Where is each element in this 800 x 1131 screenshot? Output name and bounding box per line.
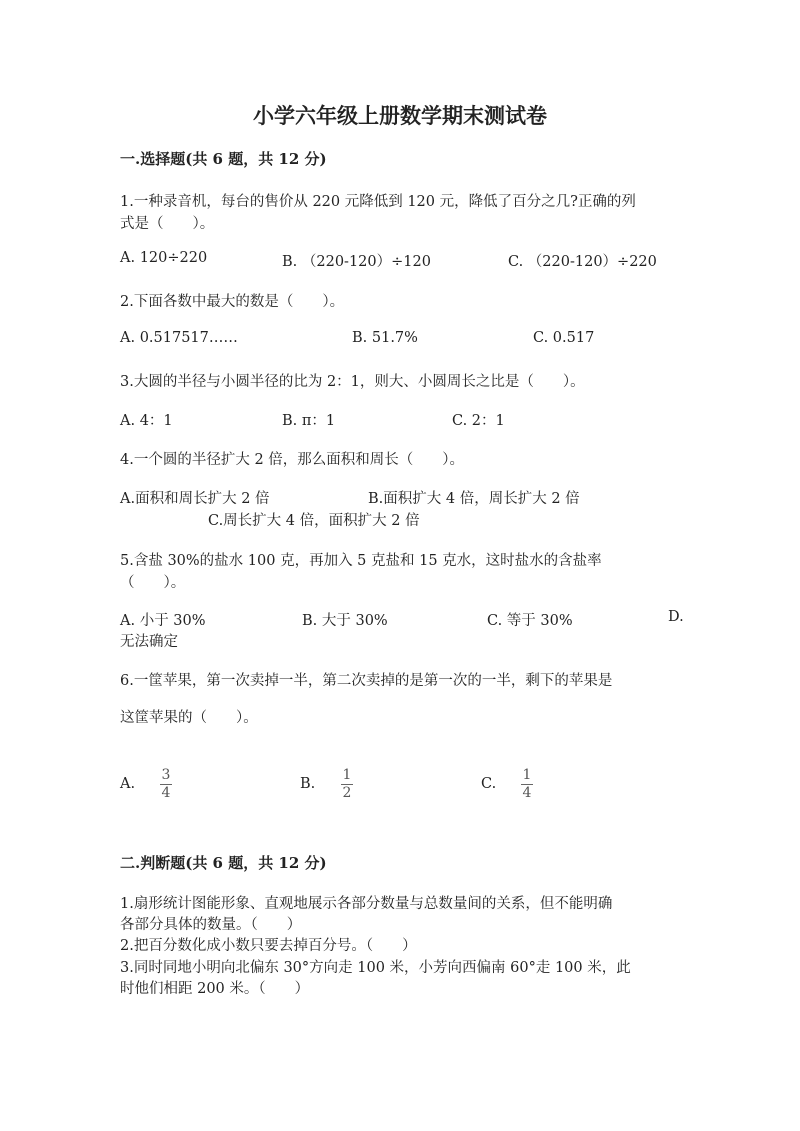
question-4-option-b: B.面积扩大 4 倍，周长扩大 2 倍 [368,491,580,507]
question-6-option-a-label: A. [120,776,136,792]
judgement-1-text-line2: 各部分具体的数量。（ ） [120,917,302,933]
question-4-text: 4.一个圆的半径扩大 2 倍，那么面积和周长（ ）。 [120,452,465,468]
question-6-option-b-fraction [341,768,353,801]
question-3-text: 3.大圆的半径与小圆半径的比为 2：1，则大、小圆周长之比是（ ）。 [120,374,585,390]
fraction-numerator: 3 [161,767,171,783]
question-2-option-c: C. 0.517 [533,330,595,346]
section-heading-choice: 一.选择题(共 6 题，共 12 分) [120,150,327,168]
fraction-denominator: 2 [342,785,352,801]
fraction-denominator: 4 [522,785,532,801]
question-3-option-a: A. 4：1 [120,413,173,429]
question-3-option-c: C. 2：1 [452,413,505,429]
question-2-option-b: B. 51.7% [352,330,418,346]
question-5-option-d-text: 无法确定 [120,634,178,650]
question-5-option-d-label: D. [668,609,684,625]
question-6-option-c-fraction [521,768,533,801]
fraction-numerator: 1 [342,767,352,783]
fraction-denominator: 4 [161,785,171,801]
fraction-numerator: 1 [522,767,532,783]
judgement-1-text-line1: 1.扇形统计图能形象、直观地展示各部分数量与总数量间的关系，但不能明确 [120,896,613,912]
question-6-option-c-label: C. [481,776,497,792]
question-5-option-b: B. 大于 30% [302,613,388,629]
question-5-option-a: A. 小于 30% [120,613,206,629]
judgement-2-text: 2.把百分数化成小数只要去掉百分号。（ ） [120,938,417,954]
question-5-option-c: C. 等于 30% [487,613,573,629]
page-title: 小学六年级上册数学期末测试卷 [253,103,547,128]
question-1-option-a: A. 120÷220 [120,250,208,266]
question-2-option-a: A. 0.517517…… [120,330,238,346]
question-1-text-line2: 式是（ ）。 [120,216,215,232]
question-1-text-line1: 1.一种录音机，每台的售价从 220 元降低到 120 元，降低了百分之几?正确的列 [120,194,636,210]
question-3-option-b: B. π：1 [282,413,336,429]
question-4-option-a: A.面积和周长扩大 2 倍 [120,491,270,507]
judgement-3-text-line2: 时他们相距 200 米。（ ） [120,981,310,997]
question-1-option-b: B. （220-120）÷120 [282,254,431,270]
question-6-option-a-fraction [160,768,172,801]
question-5-text-line1: 5.含盐 30%的盐水 100 克，再加入 5 克盐和 15 克水，这时盐水的含盐率 [120,553,602,569]
question-2-text: 2.下面各数中最大的数是（ ）。 [120,294,345,310]
question-1-option-c: C. （220-120）÷220 [508,254,657,270]
question-6-option-b-label: B. [300,776,316,792]
question-6-text-line2: 这筐苹果的（ ）。 [120,710,258,726]
question-6-text-line1: 6.一筐苹果，第一次卖掉一半，第二次卖掉的是第一次的一半，剩下的苹果是 [120,673,613,689]
question-5-text-line2: （ ）。 [120,575,186,591]
section-heading-judgement: 二.判断题(共 6 题，共 12 分) [120,854,327,872]
question-4-option-c: C.周长扩大 4 倍，面积扩大 2 倍 [208,513,420,529]
judgement-3-text-line1: 3.同时同地小明向北偏东 30°方向走 100 米，小芳向西偏南 60°走 100 米，此 [120,960,631,976]
